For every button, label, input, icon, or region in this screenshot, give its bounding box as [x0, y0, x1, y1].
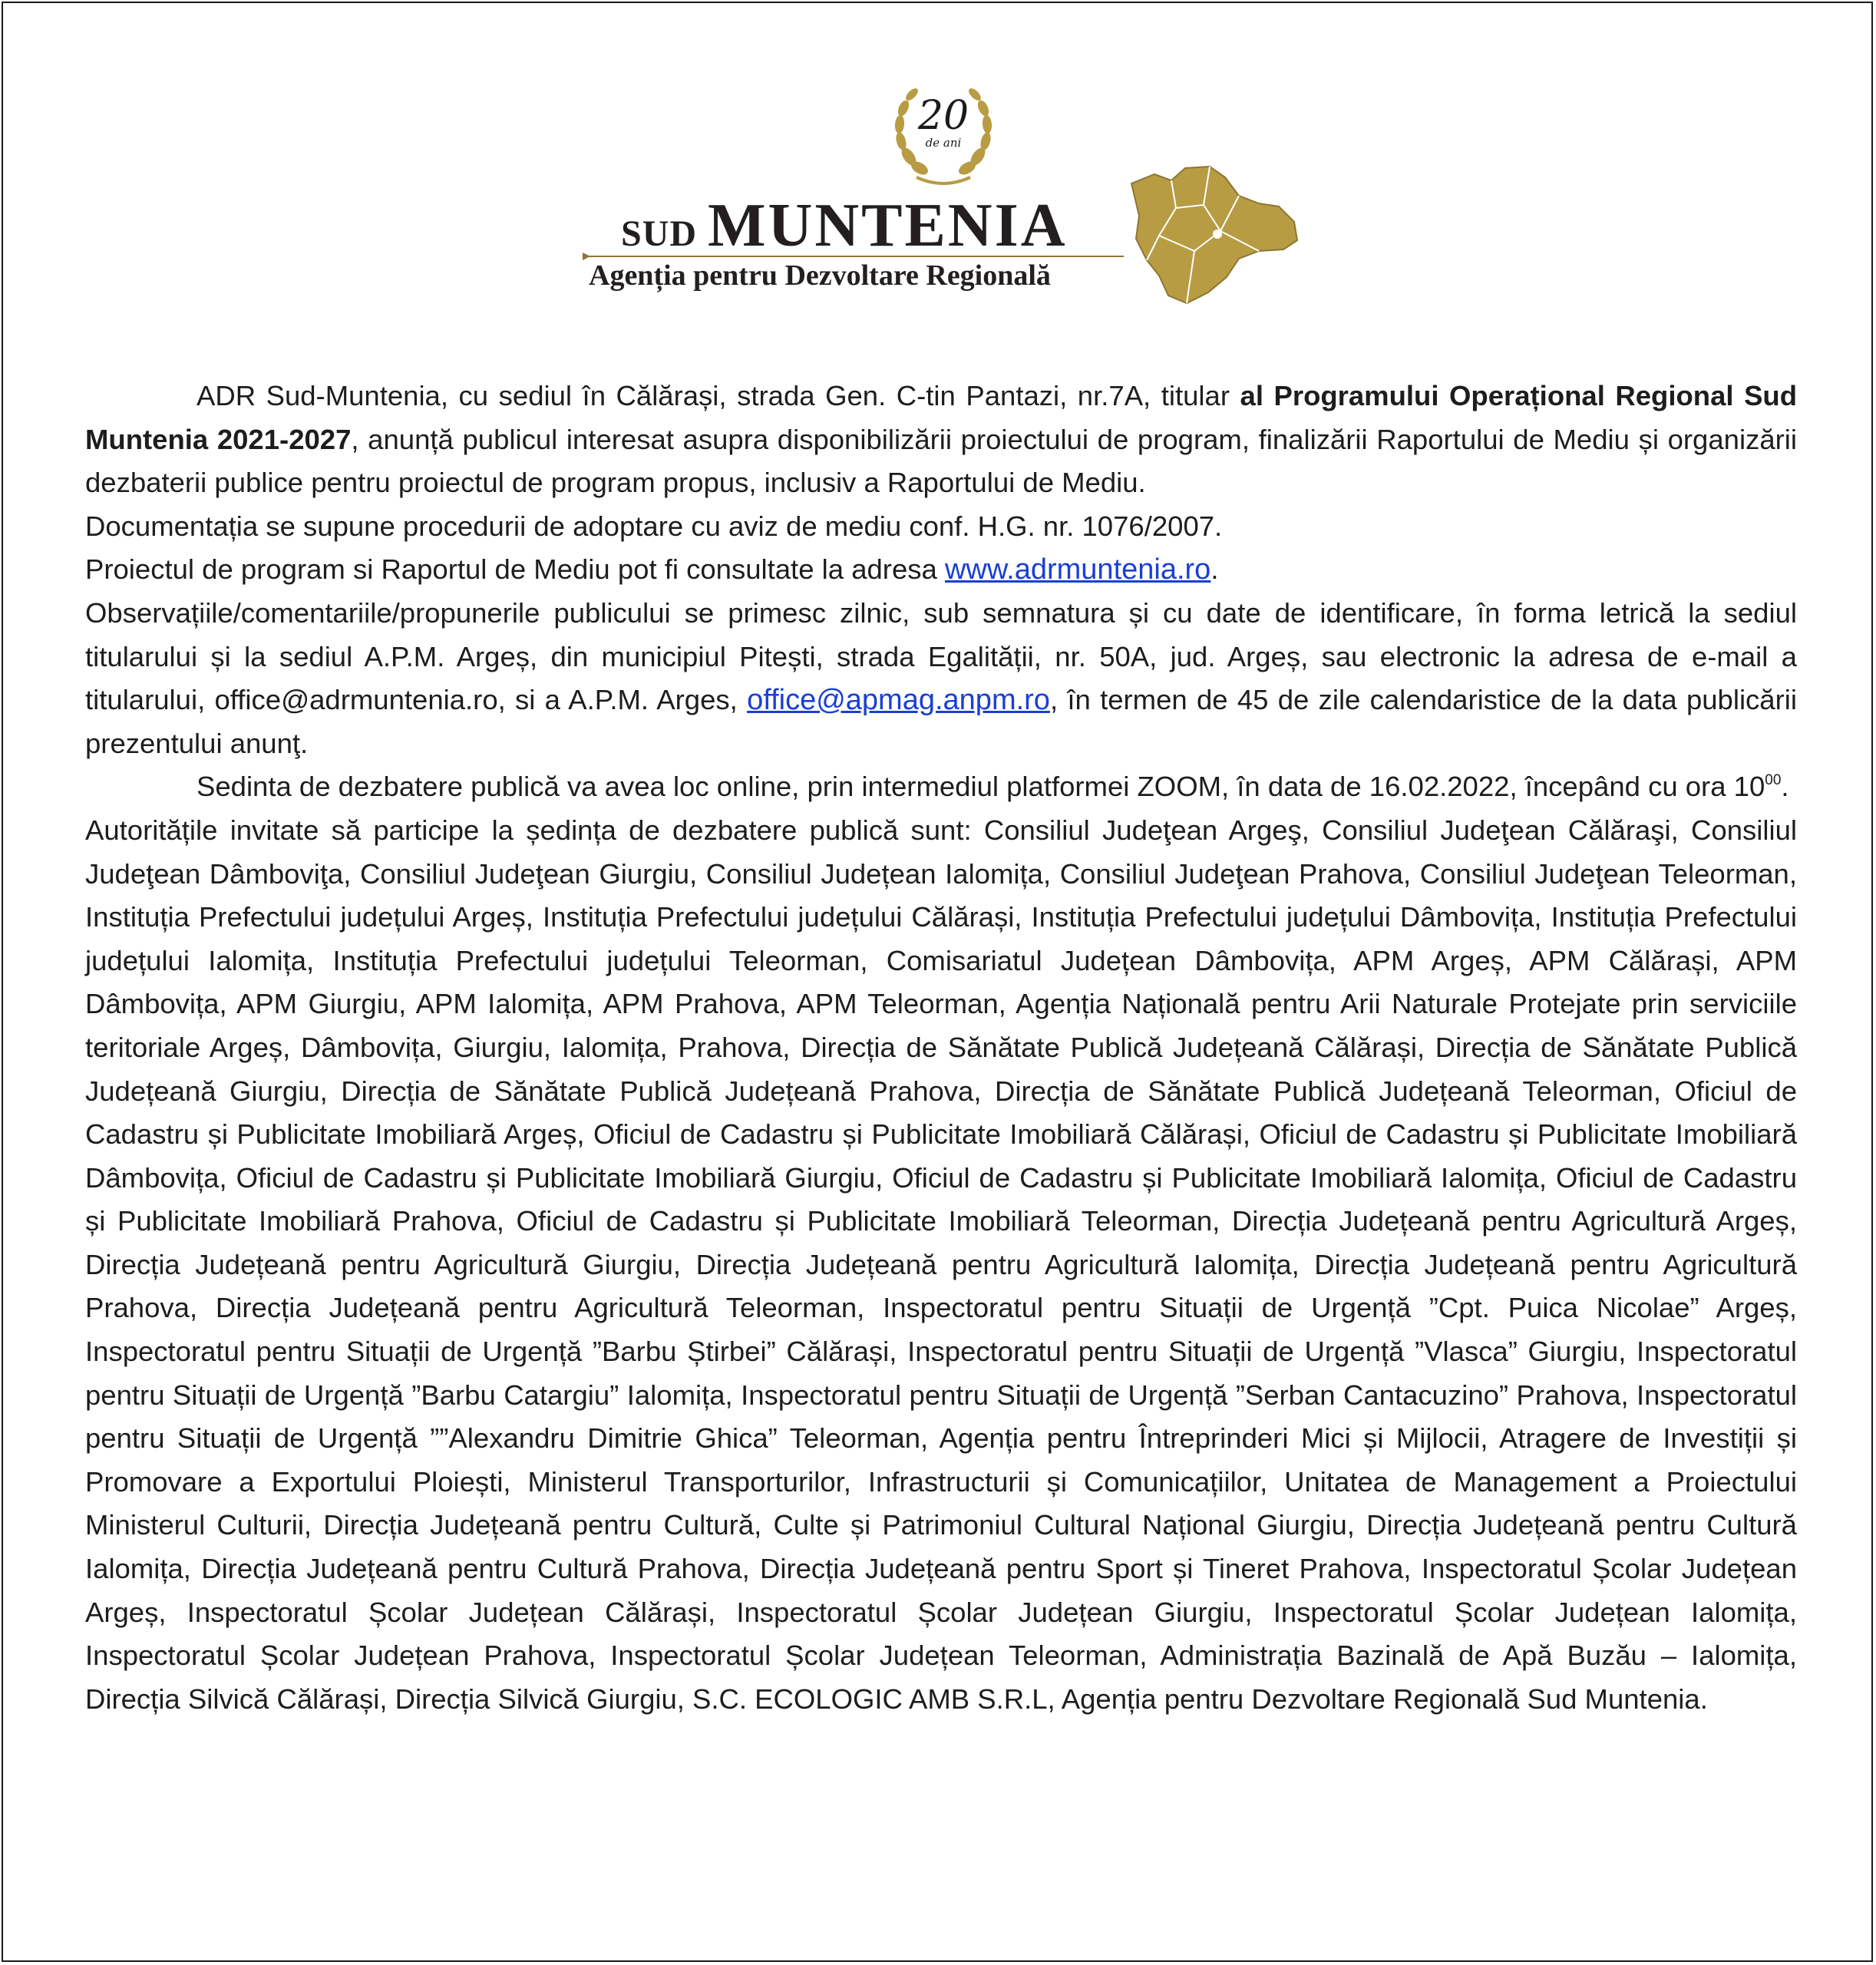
agency-logo — [583, 76, 1300, 306]
consultation-end: . — [1210, 553, 1219, 586]
paragraph-invited-authorities: Autoritățile invitate să participe la ședința de dezbatere publică sunt: Consiliul Judeţean Argeş, Consiliul Judeţean Călăraşi, Consiliul Judeţean Dâmboviţa, Consiliul Judeţean Giurgiu, Consiliul Județean Ialomița, Consiliul Judeţean Prahova, Consiliul Judeţean Teleorman, Instituția Prefectului județului Argeș, Instituția Prefectului județului Călărași, Instituția Prefectului județului Dâmbovița, Instituția Prefectului județului Ialomița, Instituția Prefectului județului Teleorman, Comisariatul Județean Dâmbovița, APM Argeș, APM Călărași, APM Dâmbovița, APM Giurgiu, APM Ialomița, APM Prahova, APM Teleorman, Agenția Națională pentru Arii Naturale Protejate prin serviciile teritoriale Argeș, Dâmbovița, Giurgiu, Ialomița, Prahova, Direcția de Sănătate Publică Județeană Călărași, Direcția de Sănătate Publică Județeană Giurgiu, Direcția de Sănătate Publică Județeană Prahova, Direcția de Sănătate Publică Județeană Teleorman, Oficiul de Cadastru și Publicitate Imobiliară Argeș, Oficiul de Cadastru și Publicitate Imobiliară Călărași, Oficiul de Cadastru și Publicitate Imobiliară Dâmbovița, Oficiul de Cadastru și Publicitate Imobiliară Giurgiu, Oficiul de Cadastru și Publicitate Imobiliară Ialomița, Oficiul de Cadastru și Publicitate Imobiliară Prahova, Oficiul de Cadastru și Publicitate Imobiliară Teleorman, Direcția Județeană pentru Agricultură Argeș, Direcția Județeană pentru Agricultură Giurgiu, Direcția Județeană pentru Agricultură Ialomița, Direcția Județeană pentru Agricultură Prahova, Direcția Județeană pentru Agricultură Teleorman, Inspectoratul pentru Situații de Urgență ”Cpt. Puica Nicolae” Argeș, Inspectoratul pentru Situații de Urgență ”Barbu Știrbei” Călărași, Inspectoratul pentru Situații de Urgență ”Vlasca” Giurgiu, Inspectoratul pentru Situații de Urgență ”Barbu Catargiu” Ialomița, Inspectoratul pentru Situații de Urgență ”Serban Cantacuzino” Prahova, Inspectoratul pentru Situații de Urgență ””Alexandru Dimitrie Ghica” Teleorman, Agenția pentru Întreprinderi Mici și Mijlocii, Atragere de Investiții și Promovare a Exportului Ploiești, Ministerul Transporturilor, Infrastructurii și Comunicațiilor, Unitatea de Management a Proiectului Ministerul Culturii, Direcția Județeană pentru Cultură, Culte și Patrimoniul Cultural Național Giurgiu, Direcția Județeană pentru Cultură Ialomița, Direcția Județeană pentru Cultură Prahova, Direcția Județeană pentru Sport și Tineret Prahova, Inspectoratul Școlar Județean Argeș, Inspectoratul Școlar Județean Călărași, Inspectoratul Școlar Județean Giurgiu, Inspectoratul Școlar Județean Ialomița, Inspectoratul Școlar Județean Prahova, Inspectoratul Școlar Județean Teleorman, Administrația Bazinală de Apă Buzău – Ialomița, Direcția Silvică Călărași, Direcția Silvică Giurgiu, S.C. ECOLOGIC AMB S.R.L, Agenția pentru Dezvoltare Regională Sud Muntenia. — [85, 814, 1797, 1715]
paragraph-observations — [85, 592, 1797, 765]
website-link[interactable]: www.adrmuntenia.ro — [944, 553, 1211, 586]
brand-small: SUD — [621, 213, 698, 254]
observations-text: Observațiile/comentariile/propunerile publicului se primesc zilnic, sub semnatura și cu date de identificare, în forma letrică la sediul titularului și la sediul A.P.M. Argeș, din municipiul Pitești, strada Egalității, nr. 50A, jud. Argeș, sau electronic la adresa de e-mail a titularului, office@adrmuntenia.ro, si a A.P.M. Arges, — [85, 596, 1797, 716]
meeting-time-minutes: 00 — [1765, 772, 1782, 789]
brand-tagline: Agenția pentru Dezvoltare Regională — [589, 259, 1051, 292]
observations-end: , în termen de 45 de zile calendaristice de la data publicării prezentului anunţ. — [85, 684, 1797, 759]
anniversary-text: de ani — [925, 136, 962, 150]
notice-body — [85, 375, 1797, 1721]
notice-frame — [2, 2, 1873, 1962]
anniversary-laurel-badge — [886, 76, 1001, 191]
intro-text: ADR Sud-Muntenia, cu sediul în Călărași, strada Gen. C-tin Pantazi, nr.7A, titular — [197, 380, 1240, 411]
meeting-text: Sedinta de dezbatere publică va avea loc online, prin intermediul platformei ZOOM, în data de 16.02.2022, începând cu ora 10 — [197, 771, 1765, 803]
program-name: al Programului Operațional Regional Sud Muntenia 2021-2027 — [85, 380, 1798, 455]
apm-email-link[interactable]: office@apmag.anpm.ro — [747, 684, 1050, 717]
paragraph-intro — [85, 375, 1797, 505]
consultation-text: Proiectul de program si Raportul de Mediu pot fi consultate la adresa — [85, 553, 945, 586]
anniversary-number: 20 — [917, 93, 969, 139]
brand-large: MUNTENIA — [708, 192, 1068, 259]
paragraph-procedure: Documentația se supune procedurii de adoptare cu aviz de mediu conf. H.G. nr. 1076/2007. — [85, 510, 1223, 542]
paragraph-meeting — [85, 765, 1797, 809]
intro-text-rest: , anunță publicul interesat asupra disponibilizării proiectului de program, finalizării Raportului de Mediu și organizării dezbaterii publice pentru proiectul de program propus, inclusiv a Raportului de Mediu. — [85, 423, 1797, 499]
paragraph-consultation — [85, 548, 1797, 592]
meeting-end: . — [1781, 771, 1789, 803]
region-map-icon — [1124, 160, 1300, 306]
